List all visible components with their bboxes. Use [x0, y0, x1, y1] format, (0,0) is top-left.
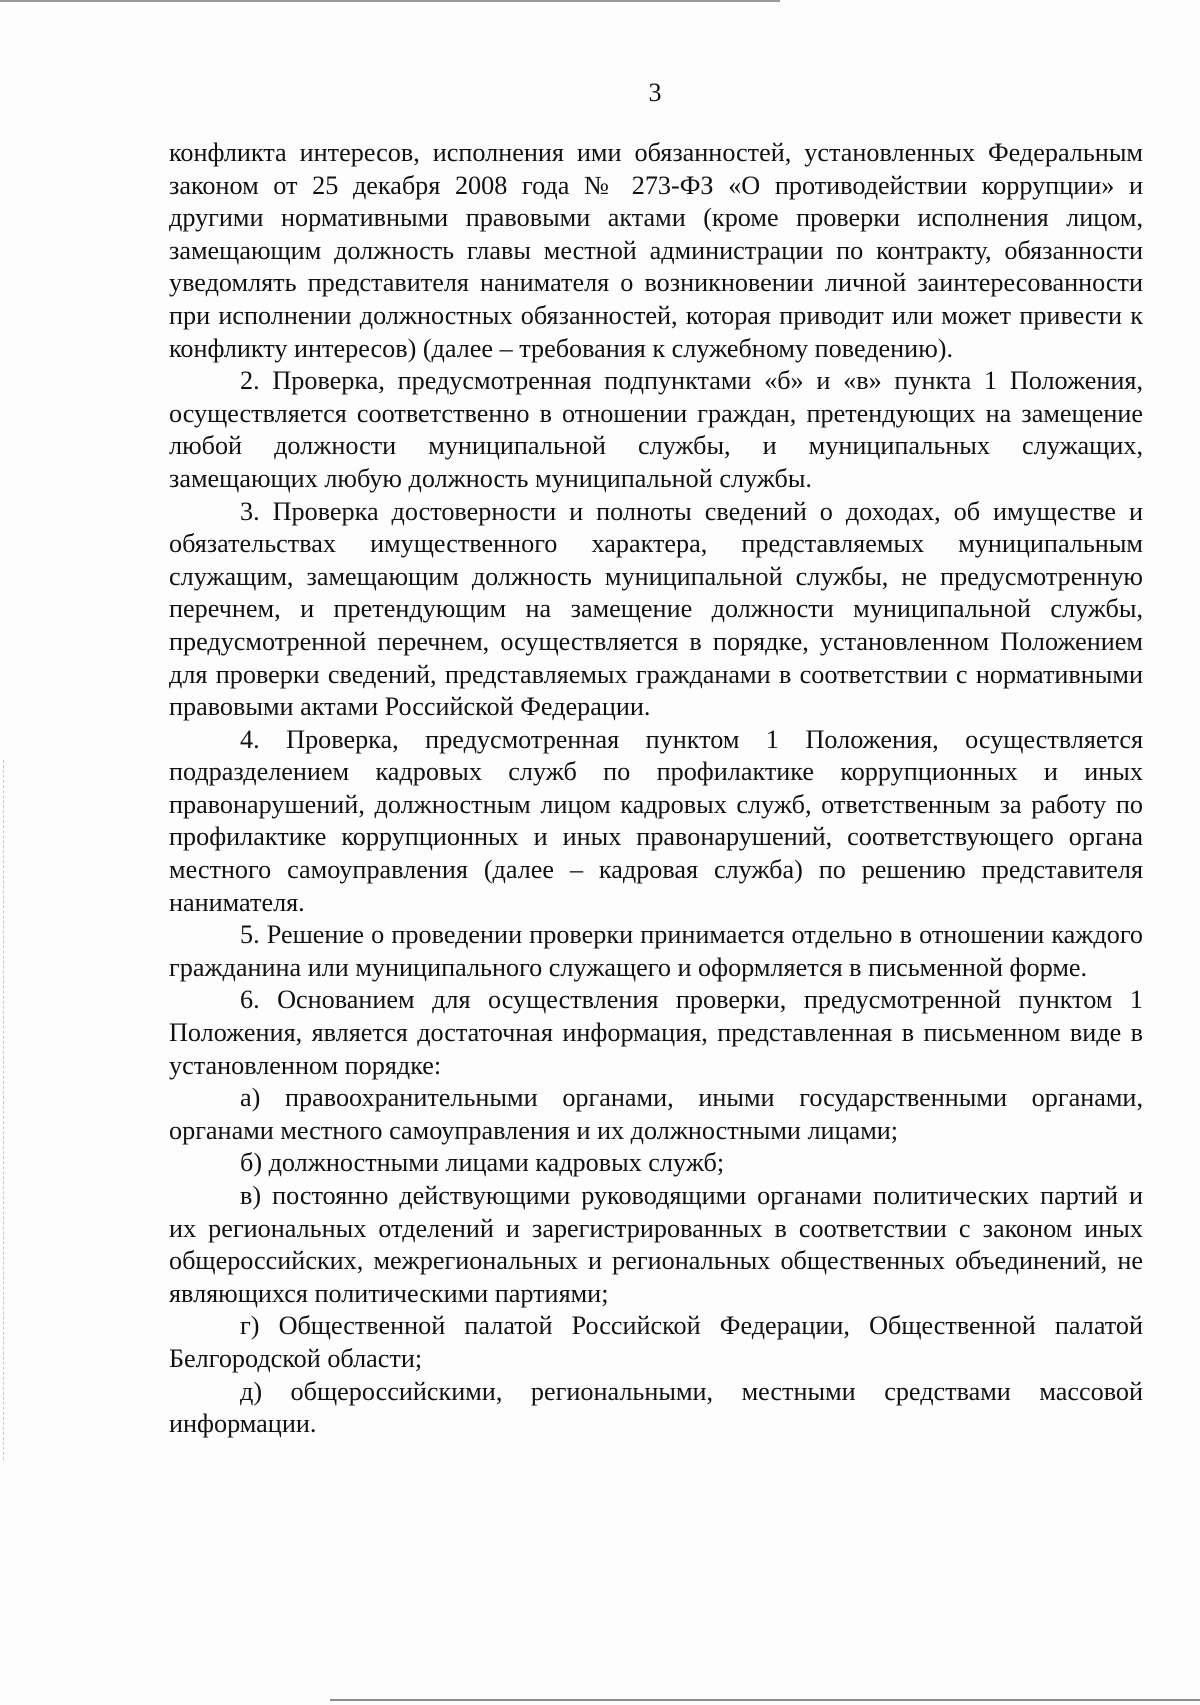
- paragraph-4: 4. Проверка, предусмотренная пунктом 1 Положения, осуществляется подразделением кадровых служб по профилактике коррупционных и иных правонарушений, должностным лицом кадровых служб, ответственным за работу по профилактике коррупционных и иных правонарушений, соответствующего органа местного самоуправления (далее – кадровая служба) по решению представителя нанимателя.: [169, 724, 1143, 917]
- paragraph-5: 5. Решение о проведении проверки принимается отдельно в отношении каждого гражданина или муниципального служащего и оформляется в письменной форме.: [169, 920, 1143, 982]
- paragraph-6: 6. Основанием для осуществления проверки, предусмотренной пунктом 1 Положения, является достаточная информация, представленная в письменном виде в установленном порядке:: [169, 985, 1143, 1080]
- scan-edge-left: [3, 760, 5, 1460]
- scan-edge-bottom: [330, 1699, 1200, 1701]
- list-item-b: б) должностными лицами кадровых служб;: [240, 1148, 725, 1178]
- list-item-a: а) правоохранительными органами, иными государственными органами, органами местного самоуправления и их должностными лицами;: [169, 1083, 1143, 1145]
- paragraph-3: 3. Проверка достоверности и полноты сведений о доходах, об имуществе и обязательствах имущественного характера, представляемых муниципальным служащим, замещающим должность муниципальной службы, не предусмотренную перечнем, и претендующим на замещение должности муниципальной службы, предусмотренной перечнем, осуществляется в порядке, установленном Положением для проверки сведений, представляемых гражданами в соответствии с нормативными правовыми актами Российской Федерации.: [169, 496, 1143, 722]
- list-item-v: в) постоянно действующими руководящими органами политических партий и их региональных отделений и зарегистрированных в соответствии с законом иных общероссийских, межрегиональных и региональных общественных объединений, не являющихся политическими партиями;: [169, 1181, 1143, 1308]
- page-number: 3: [648, 78, 662, 107]
- list-item-g: г) Общественной палатой Российской Федерации, Общественной палатой Белгородской области;: [169, 1311, 1143, 1373]
- paragraph-2: 2. Проверка, предусмотренная подпунктами «б» и «в» пункта 1 Положения, осуществляется соответственно в отношении граждан, претендующих на замещение любой должности муниципальной службы, и муниципальных служащих, замещающих любую должность муниципальной службы.: [169, 366, 1143, 493]
- document-body: [169, 137, 1143, 1441]
- scan-edge-top: [0, 0, 780, 2]
- paragraph-continuation: конфликта интересов, исполнения ими обязанностей, установленных Федеральным законом от 25 декабря 2008 года № 273-ФЗ «О противодействии коррупции» и другими нормативными правовыми актами (кроме проверки исполнения лицом, замещающим должность главы местной администрации по контракту, обязанности уведомлять представителя нанимателя о возникновении личной заинтересованности при исполнении должностных обязанностей, которая приводит или может привести к конфликту интересов) (далее – требования к служебному поведению).: [169, 138, 1143, 363]
- list-item-d: д) общероссийскими, региональными, местными средствами массовой информации.: [169, 1376, 1143, 1439]
